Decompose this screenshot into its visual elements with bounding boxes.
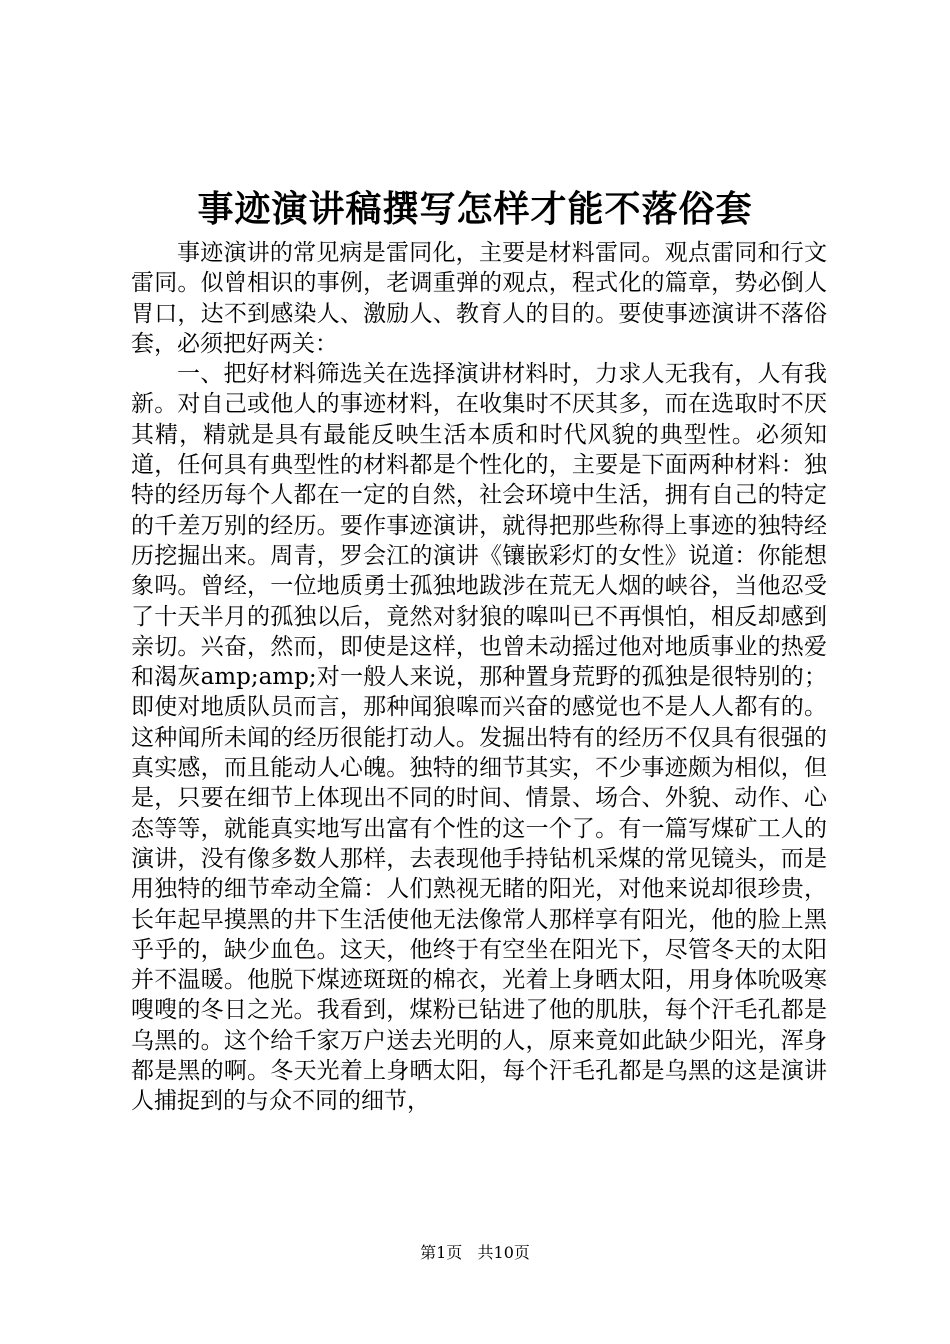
page-footer: [0, 1241, 950, 1265]
paragraph-intro: 事迹演讲的常见病是雷同化，主要是材料雷同。观点雷同和行文雷同。似曾相识的事例，老调重弹的观点，程式化的篇章，势必倒人胃口，达不到感染人、激励人、教育人的目的。要使事迹演讲不落俗套，必须把好两关：: [131, 240, 827, 357]
paragraph-material-selection: 一、把好材料筛选关在选择演讲材料时，力求人无我有，人有我新。对自己或他人的事迹材料，在收集时不厌其多，而在选取时不厌其精，精就是具有最能反映生活本质和时代风貌的典型性。必须知道，任何具有典型性的材料都是个性化的，主要是下面两种材料：独特的经历每个人都在一定的自然，社会环境中生活，拥有自己的特定的千差万别的经历。要作事迹演讲，就得把那些称得上事迹的独特经历挖掘出来。周青，罗会江的演讲《镶嵌彩灯的女性》说道：你能想象吗。曾经，一位地质勇士孤独地跋涉在荒无人烟的峡谷，当他忍受了十天半月的孤独以后，竟然对豺狼的嗥叫已不再惧怕，相反却感到亲切。兴奋，然而，即使是这样，也曾未动摇过他对地质事业的热爱和渴灰amp;amp;对一般人来说，那种置身荒野的孤独是很特别的；即使对地质队员而言，那种闻狼嗥而兴奋的感觉也不是人人都有的。这种闻所未闻的经历很能打动人。发掘出特有的经历不仅具有很强的真实感，而且能动人心魄。独特的细节其实，不少事迹颇为相似，但是，只要在细节上体现出不同的时间、情景、场合、外貌、动作、心态等等，就能真实地写出富有个性的这一个了。有一篇写煤矿工人的演讲，没有像多数人那样，去表现他手持钻机采煤的常见镜头，而是用独特的细节牵动全篇：人们熟视无睹的阳光，对他来说却很珍贵，长年起早摸黑的井下生活使他无法像常人那样享有阳光，他的脸上黑乎乎的，缺少血色。这天，他终于有空坐在阳光下，尽管冬天的太阳并不温暖。他脱下煤迹斑斑的棉衣，光着上身晒太阳，用身体吮吸寒嗖嗖的冬日之光。我看到，煤粉已钻进了他的肌肤，每个汗毛孔都是乌黑的。这个给千家万户送去光明的人，原来竟如此缺少阳光，浑身都是黑的啊。冬天光着上身晒太阳，每个汗毛孔都是乌黑的这是演讲人捕捉到的与众不同的细节，: [131, 361, 827, 1115]
page-number-current: 第1页: [420, 1243, 463, 1262]
article-body: [131, 238, 827, 1117]
footer-spacer: [467, 1243, 472, 1262]
page-title: 事迹演讲稿撰写怎样才能不落俗套: [197, 188, 753, 230]
page-number-total: 共10页: [477, 1243, 530, 1262]
